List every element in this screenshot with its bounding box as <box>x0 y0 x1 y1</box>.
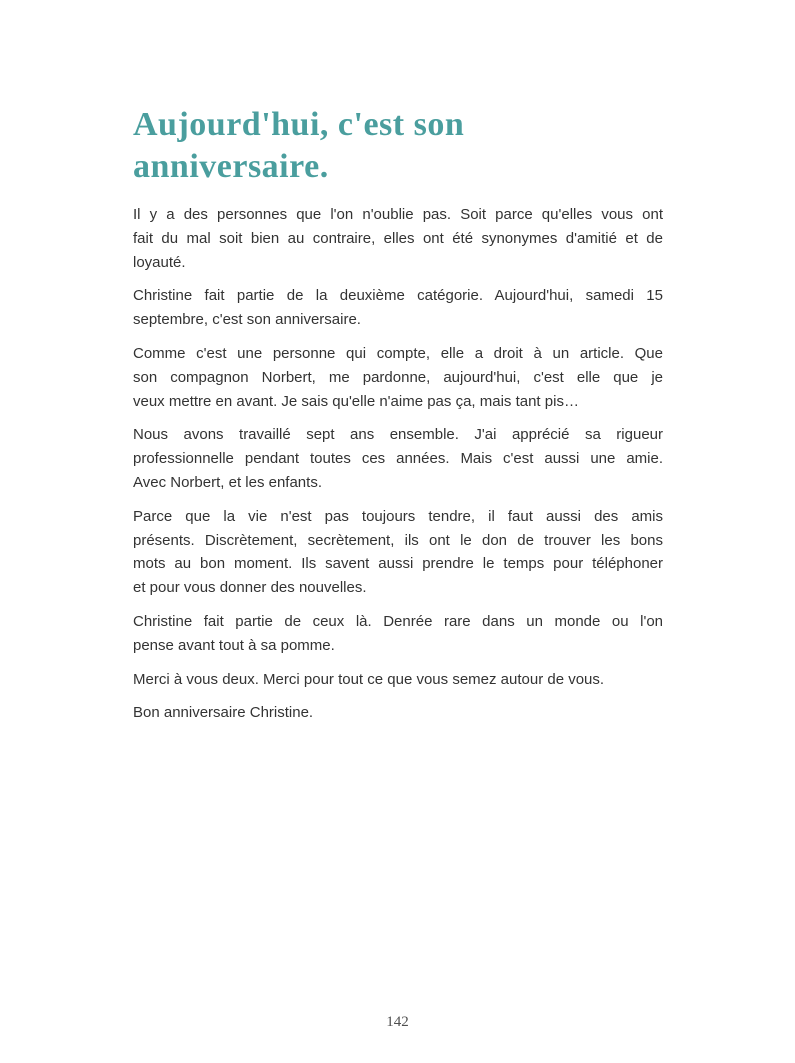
paragraph <box>133 610 663 658</box>
text-line: mots au bon moment. Ils savent aussi prendre le temps pour téléphoner <box>133 555 663 573</box>
article-body <box>133 203 663 725</box>
title-line-1: Aujourd'hui, c'est son <box>133 106 465 143</box>
paragraph <box>133 342 663 413</box>
paragraph <box>133 701 663 725</box>
text-line: son compagnon Norbert, me pardonne, aujourd'hui, c'est elle que je <box>133 368 663 386</box>
text-line: fait du mal soit bien au contraire, elles ont été synonymes d'amitié et de <box>133 229 663 247</box>
title-line-2: anniversaire. <box>133 148 329 185</box>
text-line: veux mettre en avant. Je sais qu'elle n'aime pas ça, mais tant pis… <box>133 392 579 410</box>
text-line: Parce que la vie n'est pas toujours tendre, il faut aussi des amis <box>133 507 663 525</box>
text-line: Comme c'est une personne qui compte, elle a droit à un article. Que <box>133 344 663 362</box>
paragraph <box>133 505 663 600</box>
text-line: loyauté. <box>133 253 186 271</box>
text-line: Bon anniversaire Christine. <box>133 704 314 722</box>
text-line: Christine fait partie de la deuxième catégorie. Aujourd'hui, samedi 15 <box>133 287 663 305</box>
text-line: présents. Discrètement, secrètement, ils ont le don de trouver les bons <box>133 531 663 549</box>
text-line: et pour vous donner des nouvelles. <box>133 579 367 597</box>
page-number: 142 <box>386 1014 409 1030</box>
text-line: Il y a des personnes que l'on n'oublie pas. Soit parce qu'elles vous ont <box>133 206 663 223</box>
text-line: Avec Norbert, et les enfants. <box>133 473 322 491</box>
text-line: Merci à vous deux. Merci pour tout ce que vous semez autour de vous. <box>133 670 605 688</box>
text-line: Nous avons travaillé sept ans ensemble. J'ai apprécié sa rigueur <box>133 426 663 444</box>
page-title <box>133 104 663 188</box>
paragraph <box>133 203 663 274</box>
paragraph <box>133 423 663 494</box>
text-line: Christine fait partie de ceux là. Denrée rare dans un monde ou l'on <box>133 612 663 630</box>
paragraph <box>133 668 663 692</box>
paragraph <box>133 284 663 332</box>
text-line: septembre, c'est son anniversaire. <box>133 311 361 329</box>
text-line: pense avant tout à sa pomme. <box>133 636 335 654</box>
text-line: professionnelle pendant toutes ces années. Mais c'est aussi une amie. <box>133 450 663 468</box>
